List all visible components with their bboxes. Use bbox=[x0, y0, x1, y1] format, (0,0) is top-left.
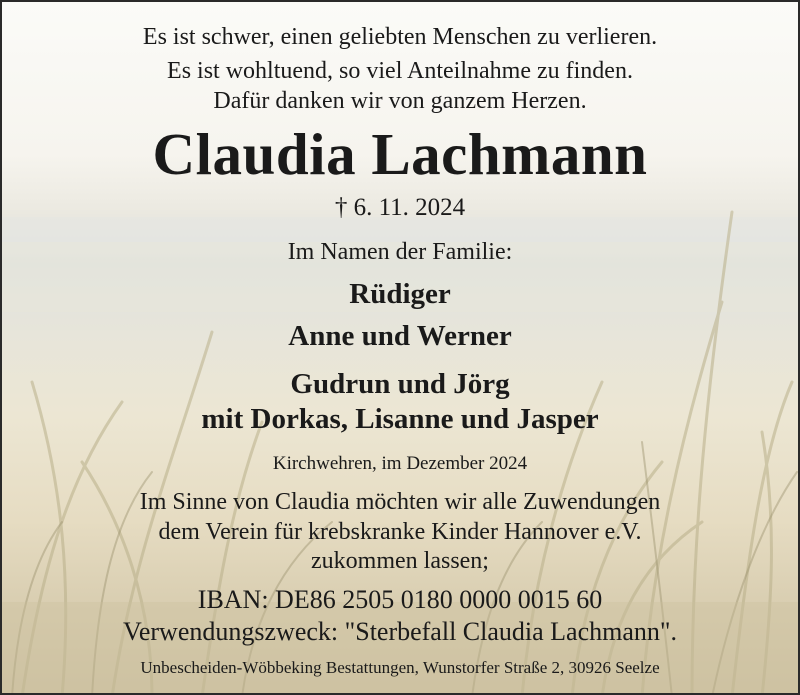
intro-line-2: Es ist wohltuend, so viel Anteilnahme zu finden. bbox=[167, 58, 633, 84]
donation-note-line-1: Im Sinne von Claudia möchten wir alle Zuwendungen bbox=[139, 489, 661, 515]
place-date: Kirchwehren, im Dezember 2024 bbox=[272, 453, 528, 474]
deceased-name: Claudia Lachmann bbox=[152, 121, 648, 187]
family-member-3: Gudrun und Jörg bbox=[290, 368, 510, 400]
bank-reference: Verwendungszweck: "Sterbefall Claudia Lachmann". bbox=[122, 617, 678, 646]
undertaker-address: Unbescheiden-Wöbbeking Bestattungen, Wunstorfer Straße 2, 30926 Seelze bbox=[140, 658, 660, 677]
death-date: † 6. 11. 2024 bbox=[334, 194, 466, 221]
donation-note-line-3: zukommen lassen; bbox=[311, 548, 489, 574]
family-member-1: Rüdiger bbox=[349, 278, 451, 310]
bank-iban: IBAN: DE86 2505 0180 0000 0015 60 bbox=[197, 585, 603, 614]
family-lead: Im Namen der Familie: bbox=[287, 239, 513, 265]
intro-line-1: Es ist schwer, einen geliebten Menschen zu verlieren. bbox=[142, 24, 658, 50]
intro-line-3: Dafür danken wir von ganzem Herzen. bbox=[213, 88, 587, 114]
family-member-2: Anne und Werner bbox=[288, 320, 512, 352]
notice-content bbox=[2, 2, 798, 693]
family-member-4: mit Dorkas, Lisanne und Jasper bbox=[201, 403, 599, 435]
donation-note-line-2: dem Verein für krebskranke Kinder Hannover e.V. bbox=[158, 519, 642, 545]
